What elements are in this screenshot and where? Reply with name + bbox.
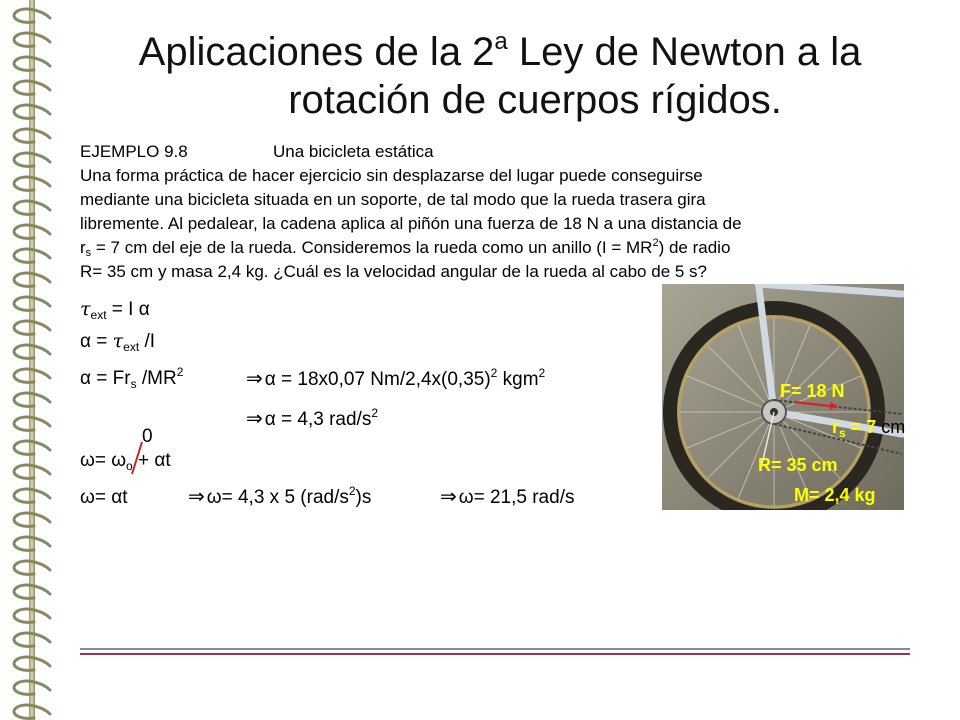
footer-rule-gray [80,648,910,650]
spiral-rings [0,0,62,720]
example-name: Una bicicleta estática [273,142,434,161]
spiral-ring [14,417,50,430]
equation-omega-result: ⇒ ω= 21,5 rad/s [440,486,575,508]
spiral-ring [14,81,50,94]
equation-alpha-substitution: ⇒ α = 18x0,07 $Nm/2,4x(0,35)^2$ kgm$^2$ [246,366,546,390]
title-line-2: rotación de cuerpos rígidos. [288,78,782,122]
spiral-ring [14,105,50,118]
footer-rule-red [80,653,910,655]
example-line-2: mediante una bicicleta situada en un soporte, de tal modo que la rueda trasera gira [80,190,706,209]
spiral-ring [14,153,50,166]
spiral-ring [14,369,50,382]
spiral-ring [14,681,50,694]
title-line-1: Aplicaciones de la 2$^a$ Ley de Newton a la [138,28,862,74]
spiral-ring [14,201,50,214]
force-label: F= 18 N [780,381,845,401]
implies-arrow-icon: ⇒ [440,486,457,508]
spiral-ring [14,585,50,598]
implies-arrow-icon: ⇒ [246,408,263,430]
spiral-ring [14,705,50,718]
spiral-ring [14,345,50,358]
equation-torque: $\tau_{ext} = I$ α [80,298,150,322]
notebook-binding [0,0,62,720]
example-line-3: libremente. Al pedalear, la cadena aplica al piñón una fuerza de 18 N a una distancia de [80,214,742,233]
spiral-ring [14,441,50,454]
spiral-ring [14,561,50,574]
example-line-5: R= 35 cm y masa 2,4 kg. ¿Cuál es la velocidad angular de la rueda al cabo de 5 s? [80,262,707,281]
sprocket-radius-label: $r_s = 7$ cm [832,417,906,440]
equation-alpha-torque: $\alpha = \tau_{ext}$ /I [80,330,156,354]
slide-title [100,28,900,124]
mass-label: M= 2,4 kg [794,485,876,505]
spiral-ring [14,9,50,22]
example-header [80,140,930,164]
spiral-ring [14,465,50,478]
example-statement [80,140,930,284]
spiral-ring [14,537,50,550]
spiral-ring [14,321,50,334]
equation-alpha-result: ⇒ α = 4,3 rad/$s^2$ [246,406,379,430]
spiral-ring [14,657,50,670]
spiral-ring [14,249,50,262]
radius-label: R= 35 cm [758,455,838,475]
spiral-ring [14,609,50,622]
spiral-ring [14,225,50,238]
spiral-ring [14,393,50,406]
equation-omega-general: $\omega= \omega_o + \alpha t$ [80,450,171,473]
implies-arrow-icon: ⇒ [188,486,205,508]
example-number: EJEMPLO 9.8 [80,142,188,161]
equation-alpha-formula: $\alpha = Fr_s$ $/MR^2$ [80,365,184,391]
spiral-ring [14,57,50,70]
spiral-ring [14,513,50,526]
example-line-1: Una forma práctica de hacer ejercicio sin desplazarse del lugar puede conseguirse [80,166,703,185]
example-line-4: $r_s = 7$ cm del eje de la rueda. Consideremos la rueda como un anillo $(I = MR^2)$ de radio [80,237,731,259]
initial-omega-zero: 0 [142,426,153,447]
spiral-ring [14,297,50,310]
spiral-ring [14,489,50,502]
equation-omega-substitution: ⇒ ω= 4,3 x 5 $(rad/s^2)s$ [188,484,372,508]
spiral-ring [14,177,50,190]
spiral-ring [14,273,50,286]
spiral-ring [14,33,50,46]
spiral-ring [14,129,50,142]
equation-omega-simplified: ω= αt [80,487,128,508]
spiral-ring [14,633,50,646]
implies-arrow-icon: ⇒ [246,368,263,390]
